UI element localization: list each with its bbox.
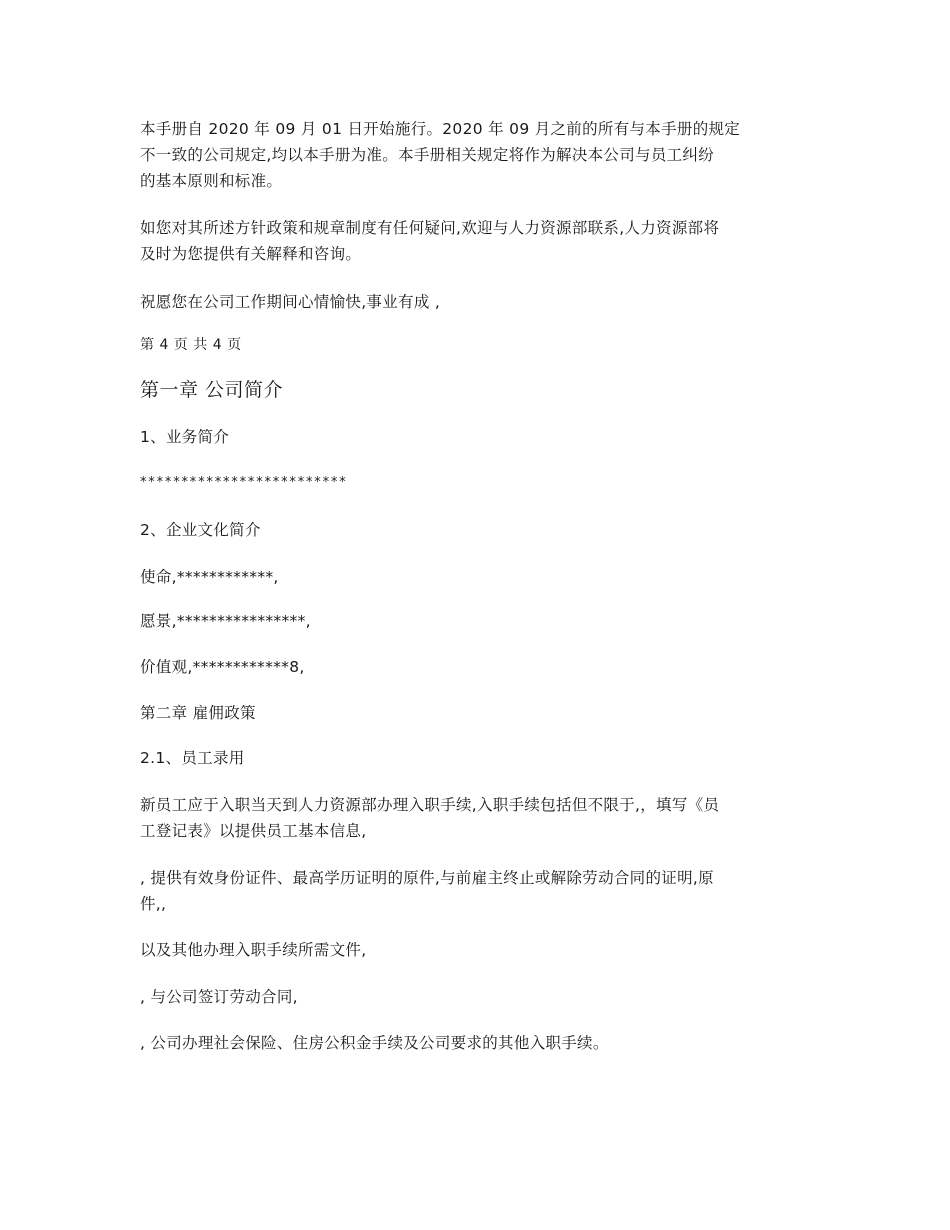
text-line: , 提供有效身份证件、最高学历证明的原件,与前雇主终止或解除劳动合同的证明,原 xyxy=(140,869,714,887)
text-line: 件,, xyxy=(140,895,167,913)
section-2-title: 2、企业文化简介 xyxy=(140,521,261,539)
preface-paragraph-1 xyxy=(140,116,820,194)
chapter-2-title: 第二章 雇佣政策 xyxy=(140,704,256,722)
onboarding-paragraph-4: , 与公司签订劳动合同, xyxy=(140,988,298,1006)
mission-line: 使命,************, xyxy=(140,568,279,586)
onboarding-paragraph-5: , 公司办理社会保险、住房公积金手续及公司要求的其他入职手续。 xyxy=(140,1034,609,1052)
section-1-title: 1、业务简介 xyxy=(140,428,230,446)
onboarding-paragraph-1 xyxy=(140,792,820,844)
preface-paragraph-2 xyxy=(140,215,820,267)
vision-line: 愿景,****************, xyxy=(140,612,311,630)
text-line: 及时为您提供有关解释和咨询。 xyxy=(140,245,362,263)
onboarding-paragraph-3: 以及其他办理入职手续所需文件, xyxy=(140,941,367,959)
section-1-body: ************************* xyxy=(140,475,348,490)
text-line: 不一致的公司规定,均以本手册为准。本手册相关规定将作为解决本公司与员工纠纷 xyxy=(140,146,715,164)
text-line: 新员工应于入职当天到人力资源部办理入职手续,入职手续包括但不限于,，填写《员 xyxy=(140,796,720,814)
chapter-1-title: 第一章 公司简介 xyxy=(140,379,284,401)
preface-paragraph-3: 祝愿您在公司工作期间心情愉快,事业有成 , xyxy=(140,293,441,311)
values-line: 价值观,************8, xyxy=(140,658,305,676)
onboarding-paragraph-2 xyxy=(140,865,820,917)
text-line: 本手册自 2020 年 09 月 01 日开始施行。2020 年 09 月之前的所有与本手册的规定 xyxy=(140,120,741,138)
page-footer: 第 4 页 共 4 页 xyxy=(140,337,242,353)
text-line: 的基本原则和标准。 xyxy=(140,172,283,190)
text-line: 如您对其所述方针政策和规章制度有任何疑问,欢迎与人力资源部联系,人力资源部将 xyxy=(140,219,720,237)
text-line: 工登记表》以提供员工基本信息, xyxy=(140,822,367,840)
section-2-1-title: 2.1、员工录用 xyxy=(140,749,245,767)
